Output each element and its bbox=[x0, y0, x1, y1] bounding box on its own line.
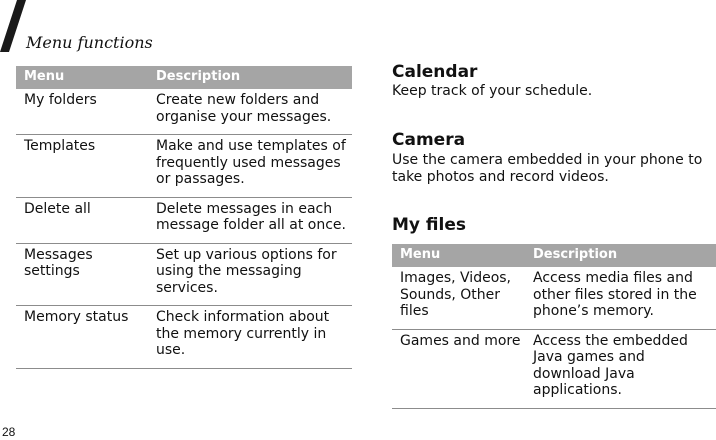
description-cell: Access media files and other files stored in the phone’s memory. bbox=[525, 267, 716, 329]
table-row bbox=[392, 267, 716, 329]
menu-cell: Images, Videos, Sounds, Other files bbox=[392, 267, 525, 329]
description-cell: Make and use templates of frequently used messages or passages. bbox=[148, 135, 352, 198]
table-row bbox=[16, 135, 352, 198]
description-cell: Create new folders and organise your messages. bbox=[148, 89, 352, 135]
column-header-description: Description bbox=[525, 244, 716, 267]
table-row bbox=[392, 329, 716, 408]
description-cell: Check information about the memory currently in use. bbox=[148, 306, 352, 369]
page-number: 28 bbox=[2, 425, 16, 439]
column-header-menu: Menu bbox=[16, 66, 148, 89]
description-cell: Access the embedded Java games and download Java applications. bbox=[525, 329, 716, 408]
camera-heading: Camera bbox=[392, 130, 466, 150]
calendar-description: Keep track of your schedule. bbox=[392, 83, 593, 99]
table-row bbox=[16, 306, 352, 369]
calendar-heading: Calendar bbox=[392, 62, 478, 82]
table-header-row bbox=[16, 66, 352, 89]
column-header-menu: Menu bbox=[392, 244, 525, 267]
table-row bbox=[16, 89, 352, 135]
message-menu-table bbox=[16, 66, 352, 369]
menu-cell: Templates bbox=[16, 135, 148, 198]
header-slash-decoration bbox=[0, 0, 26, 52]
page-header-title: Menu functions bbox=[26, 33, 153, 52]
menu-cell: Games and more bbox=[392, 329, 525, 408]
table-header-row bbox=[392, 244, 716, 267]
menu-cell: Delete all bbox=[16, 197, 148, 243]
menu-cell: Messages settings bbox=[16, 243, 148, 306]
table-row bbox=[16, 243, 352, 306]
description-cell: Delete messages in each message folder all at once. bbox=[148, 197, 352, 243]
my-files-heading: My files bbox=[392, 215, 466, 235]
column-header-description: Description bbox=[148, 66, 352, 89]
table-row bbox=[16, 197, 352, 243]
camera-description: Use the camera embedded in your phone to take photos and record videos. bbox=[392, 152, 703, 185]
description-cell: Set up various options for using the messaging services. bbox=[148, 243, 352, 306]
my-files-menu-table bbox=[392, 244, 716, 409]
menu-cell: My folders bbox=[16, 89, 148, 135]
menu-cell: Memory status bbox=[16, 306, 148, 369]
